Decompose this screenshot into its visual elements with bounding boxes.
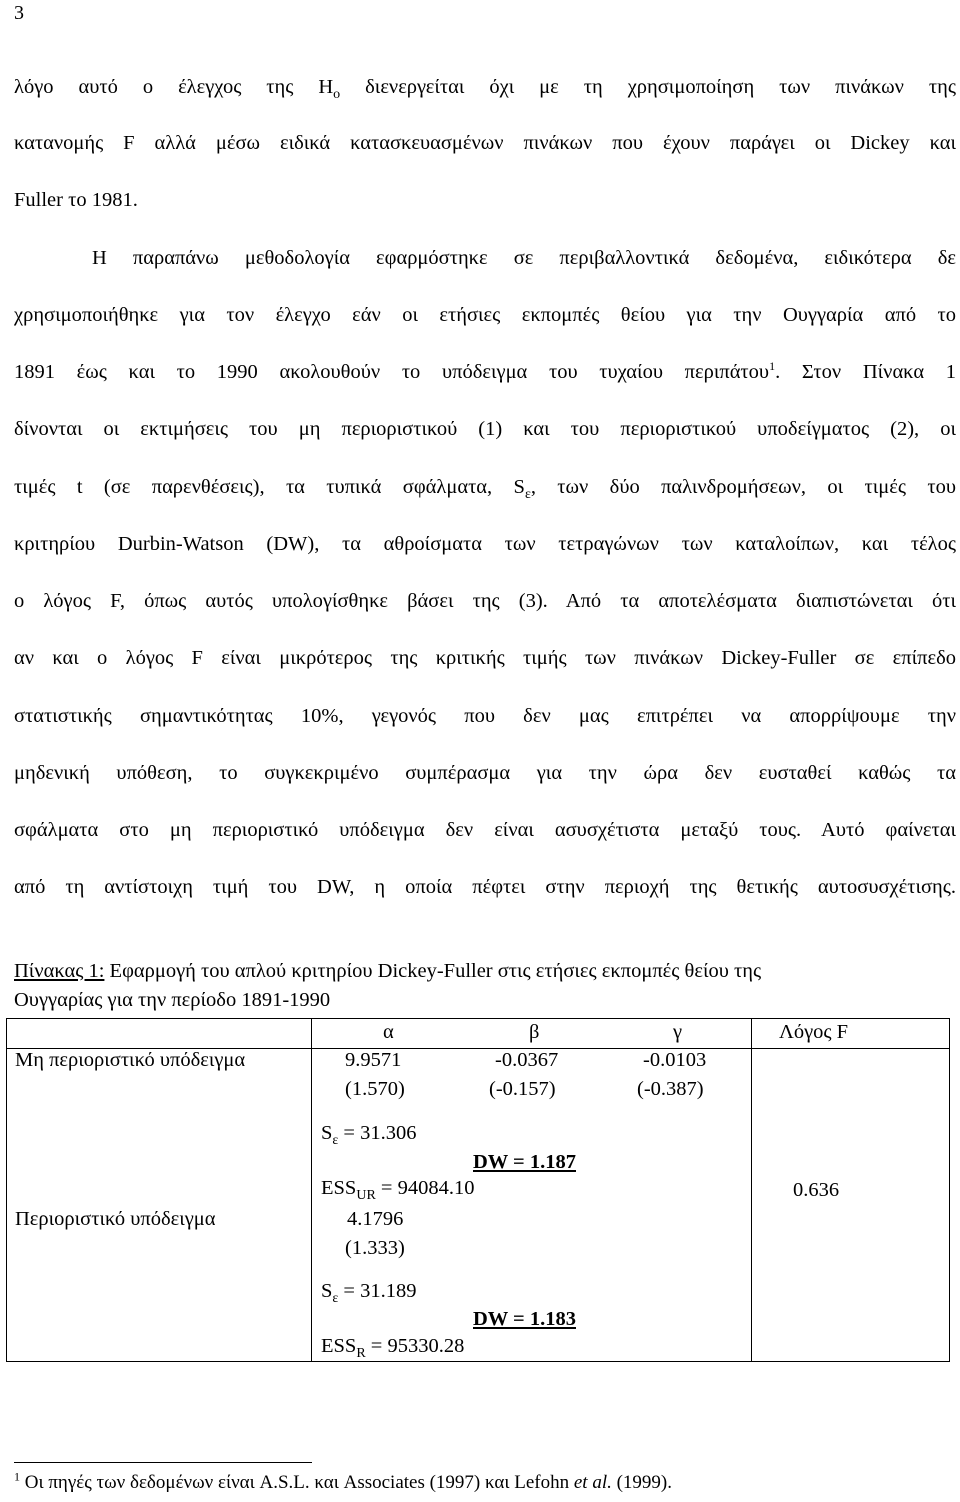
unrestricted-alpha-t: (1.570) (345, 1078, 405, 1100)
header-alpha: α (383, 1021, 394, 1043)
paragraph1-line2: κατανομής F αλλά μέσω ειδικά κατασκευασμένων πινάκων που έχουν παράγει οι Dickey και (14, 132, 956, 154)
paragraph2-line7: ο λόγος F, όπως αυτός υπολογίσθηκε βάσει της (3). Από τα αποτελέσματα διαπιστώνεται ότι (14, 590, 956, 612)
paragraph2-line1: Η παραπάνω μεθοδολογία εφαρμόστηκε σε περιβαλλοντικά δεδομένα, ειδικότερα δε (92, 247, 956, 269)
table-column-rule (311, 1019, 312, 1361)
table-caption-label: Πίνακας 1: (14, 960, 105, 982)
paragraph2-line12: από τη αντίστοιχη τιμή του DW, η οποία πέφτει στην περιοχή της θετικής αυτοσυσχέτισης. (14, 876, 956, 898)
paragraph2-line10: μηδενική υπόθεση, το συγκεκριμένο συμπέρασμα για την ώρα δεν ευσταθεί καθώς τα (14, 762, 956, 784)
unrestricted-gamma: -0.0103 (643, 1049, 707, 1071)
table-column-rule-f (751, 1019, 752, 1361)
unrestricted-beta-t: (-0.157) (489, 1078, 556, 1100)
paragraph2-line11: σφάλματα στο μη περιοριστικό υπόδειγμα δεν είναι ασυσχέτιστα μεταξύ τους. Αυτό φαίνεται (14, 819, 956, 841)
restricted-dw: DW = 1.183 (473, 1308, 576, 1330)
header-gamma: γ (673, 1021, 683, 1043)
paragraph2-line5: τιμές t (σε παρενθέσεις), τα τυπικά σφάλματα, $S_\varepsilon$, των δύο παλινδρομήσεων, οι τιμές του (14, 476, 956, 503)
f-ratio-value: 0.636 (793, 1179, 840, 1201)
unrestricted-beta: -0.0367 (495, 1049, 559, 1071)
footnote-rule (14, 1462, 312, 1463)
paragraph2-line9: στατιστικής σημαντικότητας 10%, γεγονός που δεν μας επιτρέπει να απορρίψουμε την (14, 705, 956, 727)
paragraph2-line6: κριτηρίου Durbin-Watson (DW), τα αθροίσματα των τετραγώνων των καταλοίπων, και τέλος (14, 533, 956, 555)
unrestricted-alpha: 9.9571 (345, 1049, 402, 1071)
row-label-restricted: Περιοριστικό υπόδειγμα (15, 1208, 216, 1230)
table-caption-line2: Ουγγαρίας για την περίοδο 1891-1990 (14, 989, 331, 1011)
footnote: $^1$ Οι πηγές των δεδομένων είναι A.S.L. και Associates (1997) και Lefohn et al. (1999). (14, 1469, 673, 1493)
page-number: 3 (14, 2, 24, 24)
restricted-ess: $ESS_R = 95330.28$ (321, 1335, 465, 1362)
paragraph2-line3: 1891 έως και το 1990 ακολουθούν το υπόδειγμα του τυχαίου περιπάτου$^1$. Στον Πίνακα 1 (14, 359, 956, 383)
unrestricted-se: $S_\varepsilon = 31.306$ (321, 1122, 417, 1149)
footnote-marker: 1 (14, 1469, 20, 1484)
row-label-unrestricted: Μη περιοριστικό υπόδειγμα (15, 1049, 246, 1071)
unrestricted-ess: $ESS_{UR} = 94084.10$ (321, 1177, 475, 1204)
paragraph2-line8: αν και ο λόγος F είναι μικρότερος της κριτικής τιμής των πινάκων Dickey-Fuller σε επίπεδο (14, 647, 956, 669)
restricted-alpha: 4.1796 (347, 1208, 404, 1230)
footnote-ref: 1 (769, 359, 776, 374)
unrestricted-gamma-t: (-0.387) (637, 1078, 704, 1100)
restricted-se: $S_\varepsilon = 31.189$ (321, 1280, 417, 1307)
paragraph2-line2: χρησιμοποιήθηκε για τον έλεγχο εάν οι ετήσιες εκπομπές θείου για την Ουγγαρία από το (14, 304, 956, 326)
paragraph1-line1: λόγο αυτό ο έλεγχος της $H_o$ διενεργείται όχι με τη χρησιμοποίηση των πινάκων της (14, 76, 956, 103)
header-beta: β (529, 1021, 540, 1043)
paragraph2-line4: δίνονται οι εκτιμήσεις του μη περιοριστικού (1) και του περιοριστικού υποδείγματος (2), οι (14, 418, 956, 440)
restricted-alpha-t: (1.333) (345, 1237, 405, 1259)
table-caption: Πίνακας 1: Εφαρμογή του απλού κριτηρίου Dickey-Fuller στις ετήσιες εκπομπές θείου της (14, 960, 762, 982)
results-table (6, 1018, 950, 1362)
header-f-ratio: Λόγος F (779, 1021, 849, 1043)
paragraph1-line3: Fuller το 1981. (14, 189, 138, 211)
unrestricted-dw: DW = 1.187 (473, 1151, 576, 1173)
